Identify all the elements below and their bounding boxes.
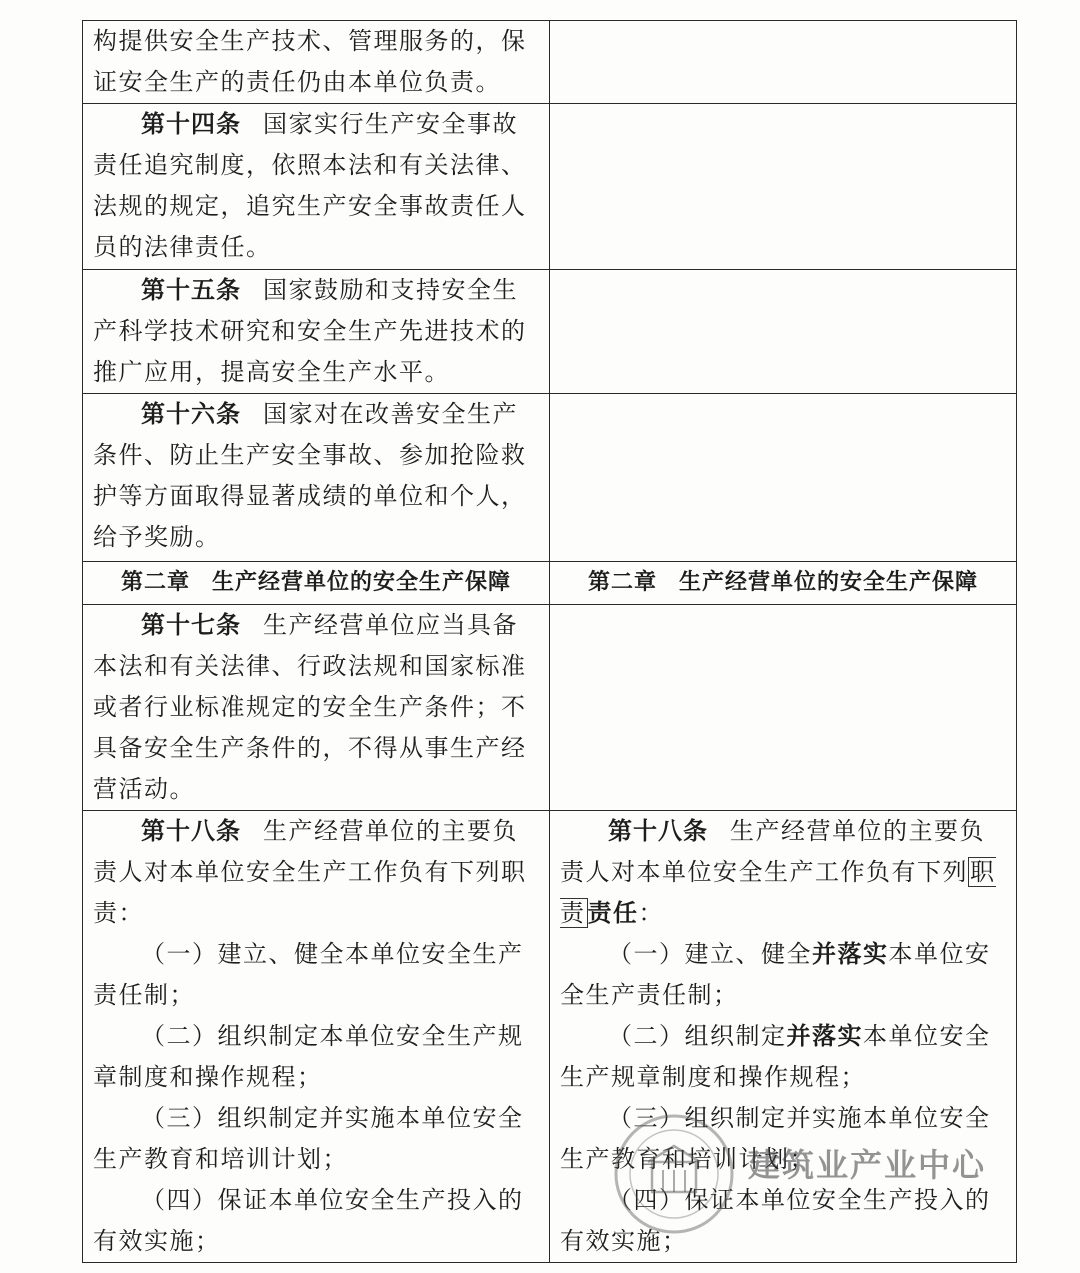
new-chapter-heading: 第二章 生产经营单位的安全生产保障 — [550, 562, 1017, 605]
list-item: （二）组织制定本单位安全生产规章制度和操作规程； — [93, 1022, 524, 1091]
article-number: 第十五条 — [141, 276, 241, 304]
old-text-cell — [83, 104, 550, 270]
article-number: 第十八条 — [608, 817, 708, 845]
new-text-cell-empty — [550, 104, 1017, 270]
list-item: （四）保证本单位安全生产投入的有效实施； — [560, 1186, 991, 1255]
new-text-cell-empty — [550, 394, 1017, 562]
table-row — [83, 605, 1017, 811]
old-text-cell — [83, 605, 550, 811]
table-row — [83, 394, 1017, 562]
watermark-text: 建筑业产业中心 — [748, 1146, 987, 1184]
article-text: 国家对在改善安全生产条件、防止生产安全事故、参加抢险救护等方面取得显著成绩的单位和个人，给予奖励。 — [93, 400, 527, 551]
old-text-cell — [83, 394, 550, 562]
old-text-cell — [83, 811, 550, 1263]
article-number: 第十六条 — [141, 400, 241, 428]
new-text-cell-empty — [550, 21, 1017, 104]
old-text-cell — [83, 270, 550, 394]
article-text: 国家鼓励和支持安全生产科学技术研究和安全生产先进技术的推广应用，提高安全生产水平。 — [93, 276, 527, 386]
list-item: （四）保证本单位安全生产投入的有效实施； — [93, 1186, 524, 1255]
table-row — [83, 270, 1017, 394]
new-text-cell-empty — [550, 270, 1017, 394]
table-row — [83, 104, 1017, 270]
article-text: 生产经营单位应当具备本法和有关法律、行政法规和国家标准或者行业标准规定的安全生产条件；不具备安全生产条件的，不得从事生产经营活动。 — [93, 611, 527, 803]
list-item: （三）组织制定并实施本单位安全生产教育和培训计划； — [93, 1104, 524, 1173]
list-item: （一）建立、健全并落实本单位安全生产责任制； — [560, 940, 991, 1009]
inserted-text: 并落实 — [812, 940, 889, 968]
table-row — [83, 811, 1017, 1263]
old-chapter-heading: 第二章 生产经营单位的安全生产保障 — [83, 562, 550, 605]
article-text: 生产经营单位的主要负责人对本单位安全生产工作负有下列职责： — [93, 817, 527, 927]
article-number: 第十四条 — [141, 110, 241, 138]
article-text: 生产经营单位的主要负责人对本单位安全生产工作负有下列 — [560, 817, 985, 886]
article-number: 第十七条 — [141, 611, 241, 639]
deleted-text-box: 职责 — [560, 858, 996, 927]
table-row — [83, 21, 1017, 104]
new-text-cell: 第十八条 生产经营单位的主要负责人对本单位安全生产工作负有下列职责责任： （一）建立、健全并落实本单位安全生产责任制； （二）组织制定并落实本单位安全生产规章制度和操作规程； （三）组织制定并实施本单位安全生产教育和培训计划； （四）保证本单位安全生产投入的有效实施； — [550, 811, 1017, 1263]
inserted-text: 责任 — [587, 899, 639, 927]
article-text: 国家实行生产安全事故责任追究制度，依照本法和有关法律、法规的规定，追究生产安全事故责任人员的法律责任。 — [93, 110, 527, 261]
list-item: （一）建立、健全本单位安全生产责任制； — [93, 940, 524, 1009]
list-item: （二）组织制定并落实本单位安全生产规章制度和操作规程； — [560, 1022, 991, 1091]
old-text-cell — [83, 21, 550, 104]
law-comparison-table — [82, 20, 1017, 1263]
new-text-cell-empty — [550, 605, 1017, 811]
chapter-heading-row — [83, 562, 1017, 605]
article-number: 第十八条 — [141, 817, 241, 845]
list-item: （三）组织制定并实施本单位安全生产教育和培训计划； — [560, 1104, 991, 1173]
article-text: 构提供安全生产技术、管理服务的，保证安全生产的责任仍由本单位负责。 — [93, 27, 527, 96]
inserted-text: 并落实 — [786, 1022, 863, 1050]
